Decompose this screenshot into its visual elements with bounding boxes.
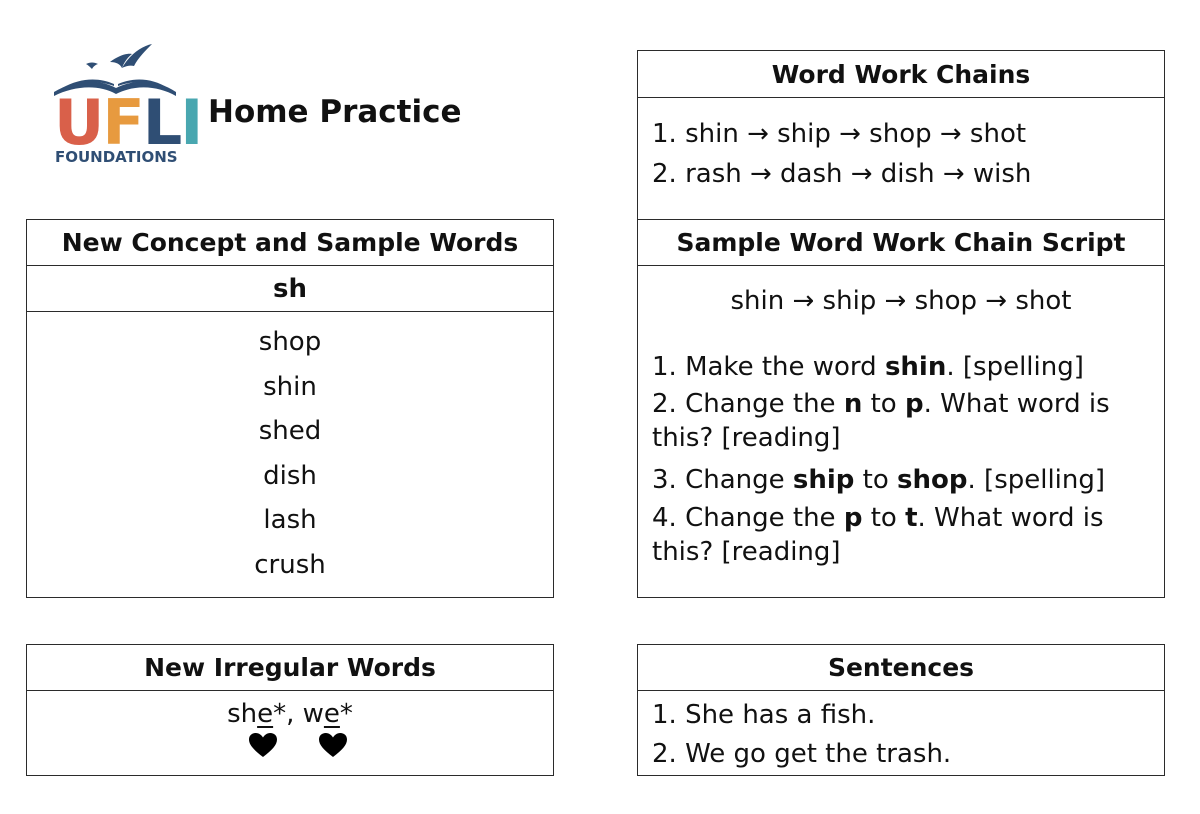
sample-word: lash <box>263 505 317 535</box>
irregular-word-we: we* <box>302 699 353 729</box>
sentences-list <box>638 691 1164 774</box>
word-work-chains-title: Word Work Chains <box>638 51 1164 98</box>
script-step-4-cont: this? [reading] <box>652 537 841 567</box>
logo-letter-u: U <box>54 86 103 159</box>
script-step-1: 1. Make the word shin. [spelling] <box>652 352 1084 382</box>
new-concept-title: New Concept and Sample Words <box>27 220 553 266</box>
concept-label: sh <box>27 266 553 312</box>
script-step-2-cont: this? [reading] <box>652 423 841 453</box>
chain-script-body <box>638 266 1164 572</box>
script-step-4: 4. Change the p to t. What word is <box>652 503 1104 533</box>
sample-word: crush <box>254 549 326 580</box>
sample-word: shed <box>258 416 322 446</box>
heart-icon <box>318 732 348 758</box>
word-work-chains-list <box>638 98 1164 220</box>
sentences-panel <box>637 644 1165 776</box>
logo-subtitle: FOUNDATIONS <box>55 148 178 166</box>
logo-letter-f: F <box>102 86 143 159</box>
new-concept-panel <box>26 219 554 598</box>
chain-script-title: Sample Word Work Chain Script <box>638 220 1164 266</box>
ufli-logo <box>52 40 202 170</box>
heart-icon <box>248 732 278 758</box>
irregular-word-she: she* <box>227 699 287 729</box>
script-chain: shin → ship → shop → shot <box>730 286 1072 316</box>
irregular-words-line: she*, we* <box>227 699 353 729</box>
irregular-words-panel <box>26 644 554 776</box>
chain-item: 1. shin → ship → shop → shot <box>652 119 1027 149</box>
sample-word: shin <box>263 371 317 402</box>
script-step-2: 2. Change the n to p. What word is <box>652 389 1110 419</box>
sentence-item: 1. She has a fish. <box>652 700 876 730</box>
irregular-words-title: New Irregular Words <box>27 645 553 691</box>
sentences-title: Sentences <box>638 645 1164 691</box>
chain-item: 2. rash → dash → dish → wish <box>652 159 1032 189</box>
sample-word: dish <box>263 460 317 491</box>
word-work-panel <box>637 50 1165 598</box>
logo-letter-l: L <box>142 86 181 159</box>
logo-letter-i: I <box>180 86 202 159</box>
sample-words-list <box>27 312 553 587</box>
script-step-3: 3. Change ship to shop. [spelling] <box>652 465 1106 495</box>
sample-word: shop <box>258 327 322 357</box>
sentence-item: 2. We go get the trash. <box>652 739 952 769</box>
page-title: Home Practice <box>208 94 462 130</box>
